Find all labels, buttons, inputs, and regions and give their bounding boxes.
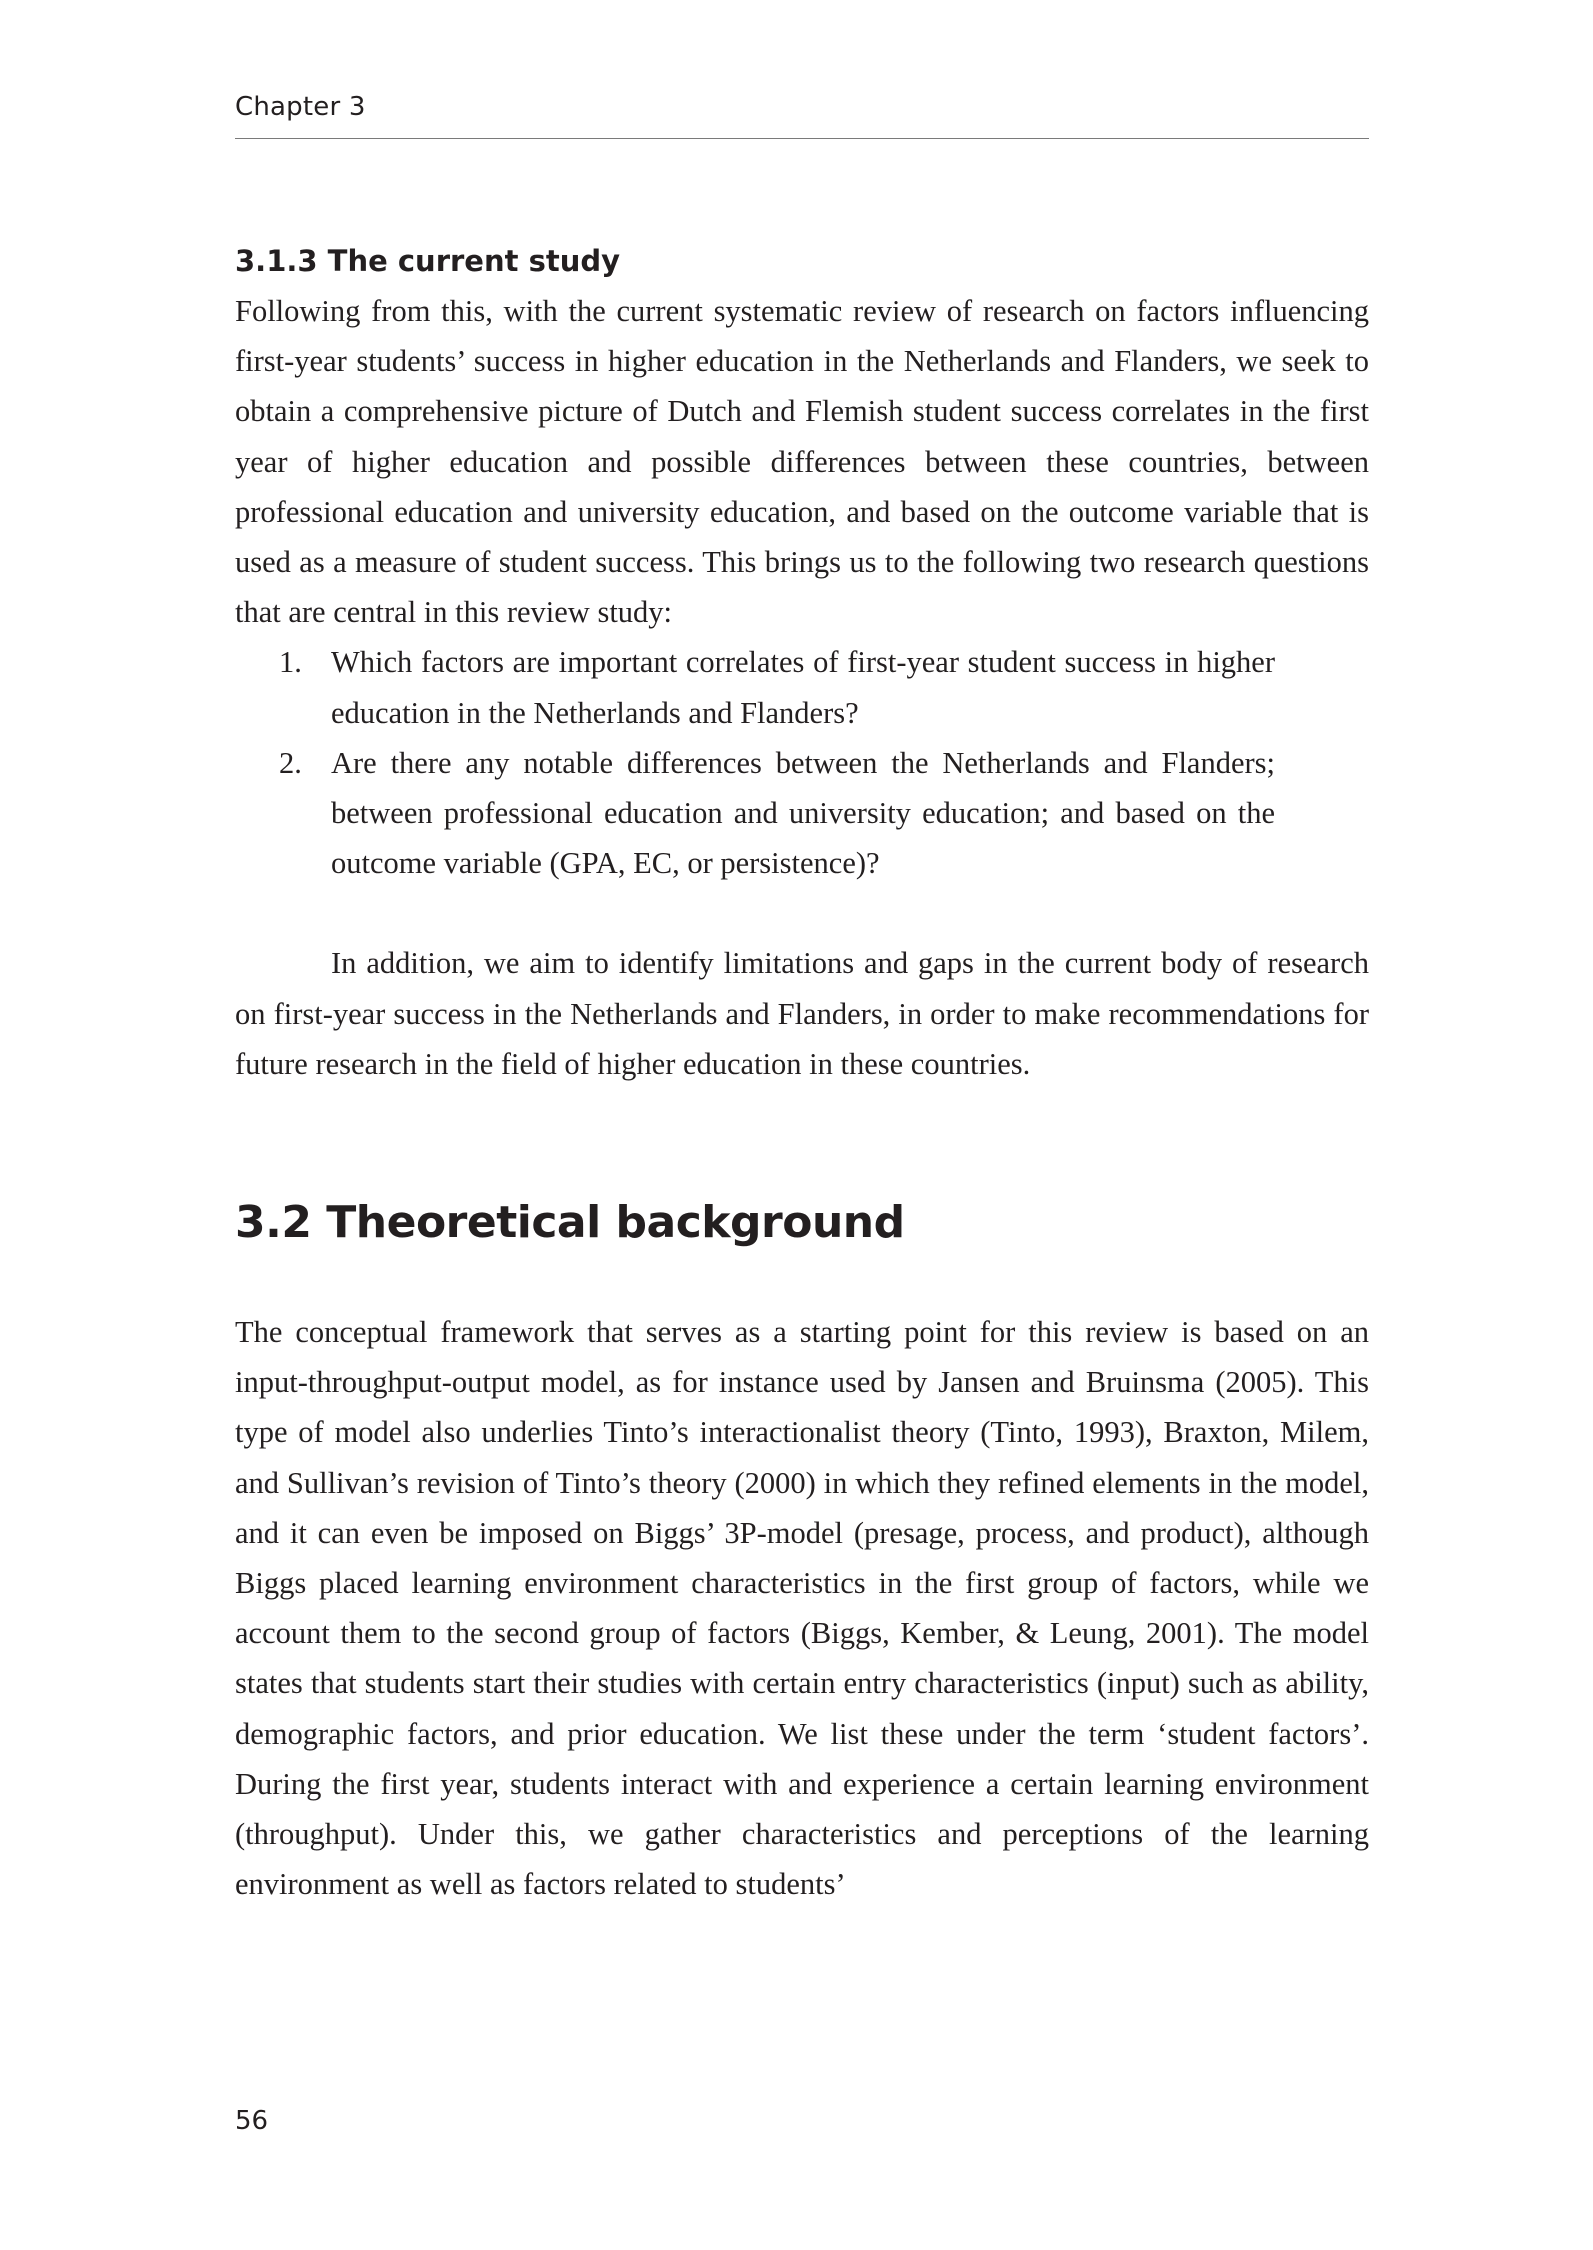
research-questions-list <box>235 637 1275 888</box>
spacer <box>235 1089 1369 1193</box>
framework-paragraph: The conceptual framework that serves as a starting point for this review is based on an input-throughput-output model, as for instance used by Jansen and Bruinsma (2005). This type of model also underlies Tinto’s interactionalist theory (Tinto, 1993), Braxton, Milem, and Sullivan’s revision of Tinto’s theory (2000) in which they refined elements in the model, and it can even be imposed on Biggs’ 3P-model (presage, process, and product), although Biggs placed learning environment characteristics in the first group of factors, while we account them to the second group of factors (Biggs, Kember, & Leung, 2001). The model states that students start their studies with certain entry characteristics (input) such as ability, demographic factors, and prior education. We list these under the term ‘student factors’. During the first year, students interact with and experience a certain learning environment (throughput). Under this, we gather characteristics and perceptions of the learning environment as well as factors related to students’ <box>235 1315 1369 1902</box>
question-text: Are there any notable differences between the Netherlands and Flanders; between professional education and university education; and based on the outcome variable (GPA, EC, or persistence)? <box>331 745 1275 881</box>
header-rule <box>235 138 1369 139</box>
research-question-1 <box>235 637 1275 737</box>
page-number: 56 <box>235 2106 269 2136</box>
question-number: 1. <box>279 645 302 680</box>
question-text: Which factors are important correlates of first-year student success in higher education in the Netherlands and Flanders? <box>331 645 1275 730</box>
running-head: Chapter 3 <box>235 92 366 122</box>
section-heading: 3.2 Theoretical background <box>235 1197 905 1249</box>
page-content <box>235 236 1369 1909</box>
subsection-heading: 3.1.3 The current study <box>235 244 621 278</box>
spacer <box>235 1253 1369 1307</box>
research-question-2 <box>235 738 1275 889</box>
closing-paragraph: In addition, we aim to identify limitations and gaps in the current body of research on first-year success in the Netherlands and Flanders, in order to make recommendations for future research in the field of higher education in these countries. <box>235 946 1369 1081</box>
question-number: 2. <box>279 745 302 780</box>
spacer <box>235 888 1369 938</box>
intro-paragraph: Following from this, with the current systematic review of research on factors influencing first-year students’ success in higher education in the Netherlands and Flanders, we seek to obtain a comprehensive picture of Dutch and Flemish student success correlates in the first year of higher education and possible differences between these countries, between professional education and university education, and based on the outcome variable that is used as a measure of student success. This brings us to the following two research questions that are central in this review study: <box>235 294 1369 630</box>
